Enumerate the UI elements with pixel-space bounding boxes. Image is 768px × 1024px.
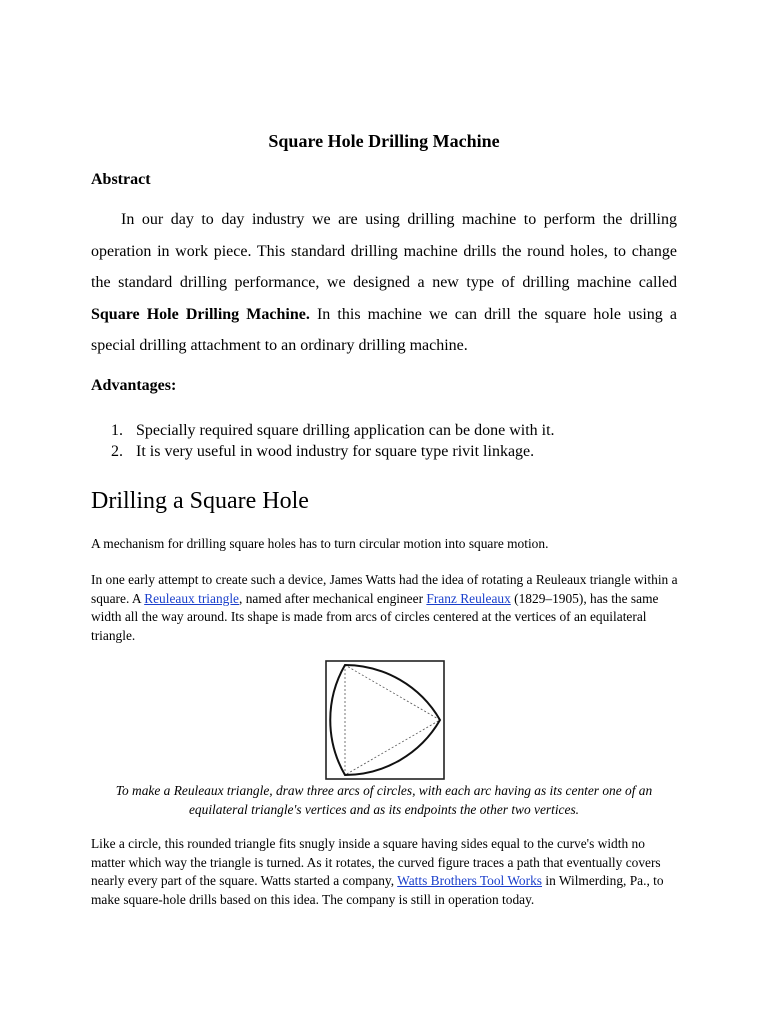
- advantages-list: [91, 420, 691, 462]
- section-heading: Drilling a Square Hole: [91, 488, 309, 514]
- figure-caption: To make a Reuleaux triangle, draw three arcs of circles, with each arc having as its center one of an equilateral triangle's vertices and as its endpoints the other two vertices.: [115, 783, 653, 817]
- list-item: [91, 420, 691, 441]
- document-title: Square Hole Drilling Machine: [268, 131, 500, 151]
- reuleaux-triangle-link[interactable]: Reuleaux triangle: [144, 590, 240, 606]
- abstract-bold-term: Square Hole Drilling Machine.: [91, 305, 310, 323]
- abstract-paragraph: [91, 204, 677, 362]
- abstract-body: [91, 204, 677, 362]
- abstract-text-1: In our day to day industry we are using drilling machine to perform the drilling operation in work piece. This standard drilling machine drills the round holes, to change the standard drilling performance, we designed a new type of drilling machine called: [91, 211, 677, 291]
- franz-reuleaux-link[interactable]: Franz Reuleaux: [426, 590, 511, 606]
- paragraph-text: , named after mechanical engineer: [239, 590, 427, 606]
- list-item-text: Specially required square drilling application can be done with it.: [136, 422, 555, 439]
- paragraph-text: Like a circle, this rounded triangle fits snugly inside a square having sides equal to the curve's width no matter which way the triangle is turned. As it rotates, the curved figure traces a path that eventually covers nearly every part of the square. Watts started a company,: [91, 836, 661, 888]
- watts-brothers-link[interactable]: Watts Brothers Tool Works: [397, 873, 542, 888]
- section-paragraph-3: [91, 835, 681, 909]
- list-item-text: It is very useful in wood industry for square type rivit linkage.: [136, 443, 535, 460]
- section-paragraph-1: A mechanism for drilling square holes has to turn circular motion into square motion.: [91, 536, 549, 551]
- abstract-text-2: In this machine we can drill the square hole using a special drilling attachment to an ordinary drilling machine.: [91, 305, 677, 354]
- paragraph-text: In one early attempt to create such a device, James Watts had the idea of rotating a Reuleaux triangle within a square. A: [91, 572, 678, 606]
- paragraph-text: in Wilmerding, Pa., to make square-hole drills based on this idea. The company is still in operation today.: [91, 873, 664, 907]
- abstract-heading: Abstract: [91, 171, 151, 188]
- section-paragraph-2: [91, 571, 681, 645]
- reuleaux-triangle-figure: [325, 660, 445, 780]
- advantages-heading: Advantages:: [91, 377, 177, 394]
- figure-square-frame: [326, 661, 444, 779]
- paragraph-text: (1829–1905), has the same width all the way around. Its shape is made from arcs of circles centered at the vertices of an equilateral triangle.: [91, 590, 659, 643]
- list-item-number: 2.: [111, 443, 123, 460]
- list-item-number: 1.: [111, 422, 123, 439]
- list-item: [91, 441, 691, 462]
